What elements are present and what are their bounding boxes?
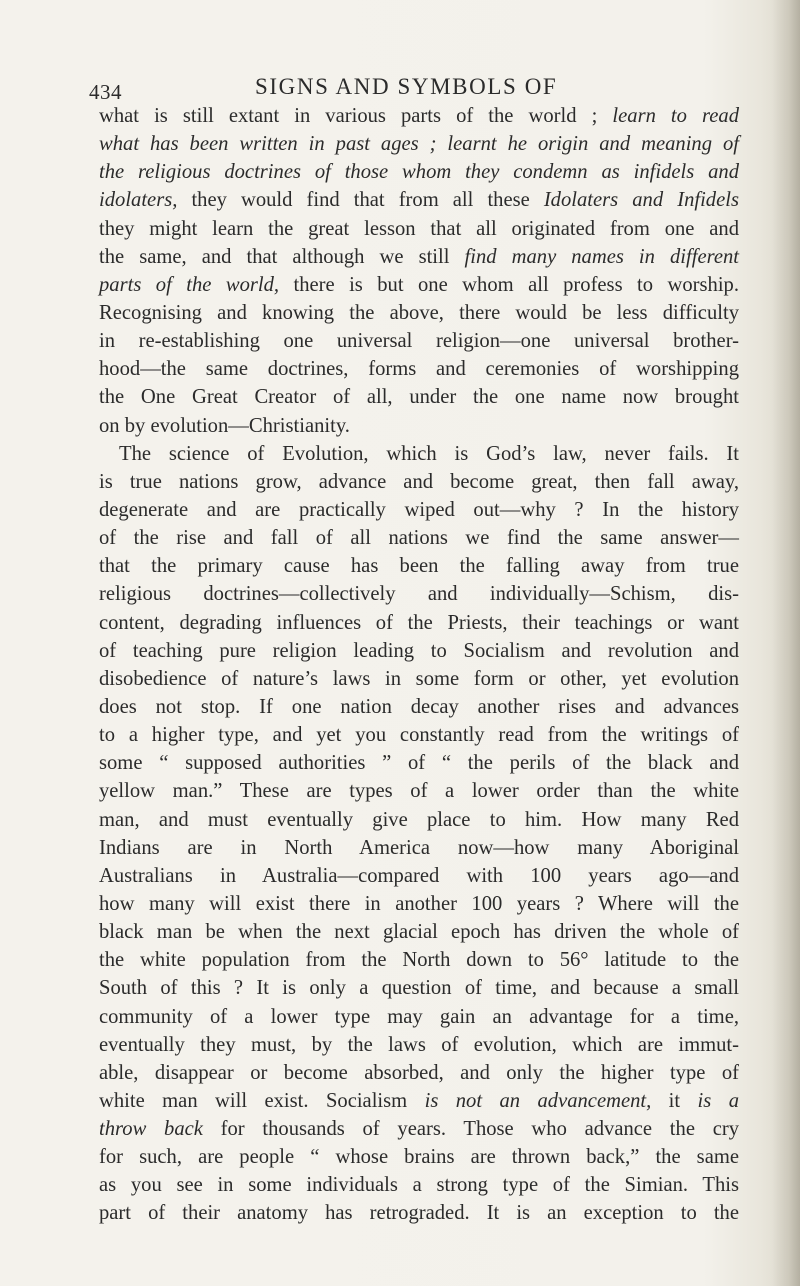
text-line bbox=[99, 777, 739, 805]
text-segment: in re-establishing one universal religion—one universal brother- bbox=[99, 330, 739, 353]
text-line bbox=[99, 693, 739, 721]
text-line bbox=[99, 862, 739, 890]
italic-text: what has been written in past ages ; learnt he origin and meaning of bbox=[99, 133, 739, 156]
text-segment: they would find that from all these bbox=[177, 189, 544, 212]
text-line bbox=[99, 974, 739, 1002]
text-line bbox=[99, 496, 739, 524]
text-segment: that the primary cause has been the falling away from true bbox=[99, 555, 739, 578]
text-line bbox=[99, 1115, 739, 1143]
text-line bbox=[99, 665, 739, 693]
text-segment: they might learn the great lesson that all originated from one and bbox=[99, 217, 739, 240]
page-number: 434 bbox=[89, 80, 122, 104]
text-segment: Recognising and knowing the above, there would be less difficulty bbox=[99, 301, 739, 324]
text-line bbox=[99, 721, 739, 749]
text-segment: the white population from the North down to 56° latitude to the bbox=[99, 949, 739, 972]
italic-text: idolaters, bbox=[99, 189, 178, 212]
text-line bbox=[99, 609, 739, 637]
text-line bbox=[99, 580, 739, 608]
italic-text: is a bbox=[697, 1089, 739, 1112]
text-line bbox=[99, 749, 739, 777]
text-line bbox=[99, 412, 739, 440]
text-segment: for thousands of years. Those who advance the cry bbox=[202, 1118, 740, 1141]
text-line bbox=[99, 215, 739, 243]
text-segment: The science of Evolution, which is God’s law, never fails. It bbox=[119, 442, 739, 465]
text-segment: able, disappear or become absorbed, and only the higher type of bbox=[99, 1061, 739, 1084]
text-segment: there is but one whom all profess to worship. bbox=[279, 273, 739, 296]
text-segment: Australians in Australia—compared with 100 years ago—and bbox=[99, 864, 739, 887]
text-segment: degenerate and are practically wiped out—why ? In the history bbox=[99, 498, 739, 521]
text-line bbox=[99, 271, 739, 299]
italic-text: the religious doctrines of those whom they condemn as infidels and bbox=[99, 161, 739, 184]
italic-text: is not an advancement, bbox=[424, 1089, 652, 1112]
text-segment: content, degrading influences of the Priests, their teachings or want bbox=[99, 611, 739, 634]
text-segment: the One Great Creator of all, under the one name now brought bbox=[99, 386, 739, 409]
text-segment: yellow man.” These are types of a lower order than the white bbox=[99, 780, 739, 803]
italic-text: throw back bbox=[99, 1118, 203, 1141]
text-segment: some “ supposed authorities ” of “ the perils of the black and bbox=[99, 752, 739, 775]
text-line bbox=[99, 834, 739, 862]
text-line bbox=[99, 1003, 739, 1031]
text-line bbox=[99, 355, 739, 383]
text-line bbox=[99, 243, 739, 271]
text-segment: black man be when the next glacial epoch has driven the whole of bbox=[99, 921, 739, 944]
text-line bbox=[99, 158, 739, 186]
text-line bbox=[99, 524, 739, 552]
text-segment: on by evolution—Christianity. bbox=[99, 414, 350, 437]
text-line bbox=[99, 946, 739, 974]
text-segment: it bbox=[651, 1089, 698, 1112]
page-edge-shadow bbox=[772, 0, 800, 1286]
text-segment: does not stop. If one nation decay another rises and advances bbox=[99, 695, 739, 718]
text-segment: of the rise and fall of all nations we find the same answer— bbox=[99, 527, 739, 550]
text-line bbox=[99, 130, 739, 158]
page-header bbox=[89, 74, 729, 104]
text-line bbox=[99, 327, 739, 355]
text-line bbox=[99, 1199, 739, 1227]
text-line bbox=[99, 440, 739, 468]
text-segment: of teaching pure religion leading to Socialism and revolution and bbox=[99, 639, 739, 662]
text-line bbox=[99, 299, 739, 327]
text-line bbox=[99, 468, 739, 496]
text-line bbox=[99, 918, 739, 946]
text-segment: to a higher type, and yet you constantly read from the writings of bbox=[99, 724, 739, 747]
text-segment: hood—the same doctrines, forms and ceremonies of worshipping bbox=[99, 358, 739, 381]
text-segment: how many will exist there in another 100 years ? Where will the bbox=[99, 892, 739, 915]
text-line bbox=[99, 637, 739, 665]
text-segment: what is still extant in various parts of the world ; bbox=[99, 105, 613, 127]
text-segment: is true nations grow, advance and become great, then fall away, bbox=[99, 470, 739, 493]
text-segment: disobedience of nature’s laws in some form or other, yet evolution bbox=[99, 667, 739, 690]
text-segment: South of this ? It is only a question of time, and because a small bbox=[99, 977, 739, 1000]
text-line bbox=[99, 1087, 739, 1115]
running-head: SIGNS AND SYMBOLS OF bbox=[255, 74, 558, 99]
text-line bbox=[99, 1031, 739, 1059]
text-line bbox=[99, 552, 739, 580]
text-segment: for such, are people “ whose brains are thrown back,” the same bbox=[99, 1146, 739, 1169]
text-segment: eventually they must, by the laws of evolution, which are immut- bbox=[99, 1033, 739, 1056]
italic-text: find many names in different bbox=[464, 245, 739, 268]
text-segment: community of a lower type may gain an advantage for a time, bbox=[99, 1005, 739, 1028]
italic-text: learn to read bbox=[612, 105, 739, 127]
text-segment: as you see in some individuals a strong type of the Simian. This bbox=[99, 1174, 739, 1197]
text-line bbox=[99, 383, 739, 411]
body-text bbox=[99, 102, 739, 1228]
text-segment: religious doctrines—collectively and individually—Schism, dis- bbox=[99, 583, 739, 606]
text-segment: the same, and that although we still bbox=[99, 245, 465, 268]
italic-text: parts of the world, bbox=[99, 273, 280, 296]
text-line bbox=[99, 1171, 739, 1199]
text-line bbox=[99, 102, 739, 130]
text-segment: man, and must eventually give place to him. How many Red bbox=[99, 808, 739, 831]
text-line bbox=[99, 1143, 739, 1171]
italic-text: Idolaters and Infidels bbox=[543, 189, 739, 212]
text-segment: white man will exist. Socialism bbox=[99, 1089, 425, 1112]
text-segment: Indians are in North America now—how many Aboriginal bbox=[99, 836, 739, 859]
text-line bbox=[99, 806, 739, 834]
text-line bbox=[99, 186, 739, 214]
text-segment: part of their anatomy has retrograded. It is an exception to the bbox=[99, 1202, 739, 1225]
text-line bbox=[99, 1059, 739, 1087]
text-line bbox=[99, 890, 739, 918]
